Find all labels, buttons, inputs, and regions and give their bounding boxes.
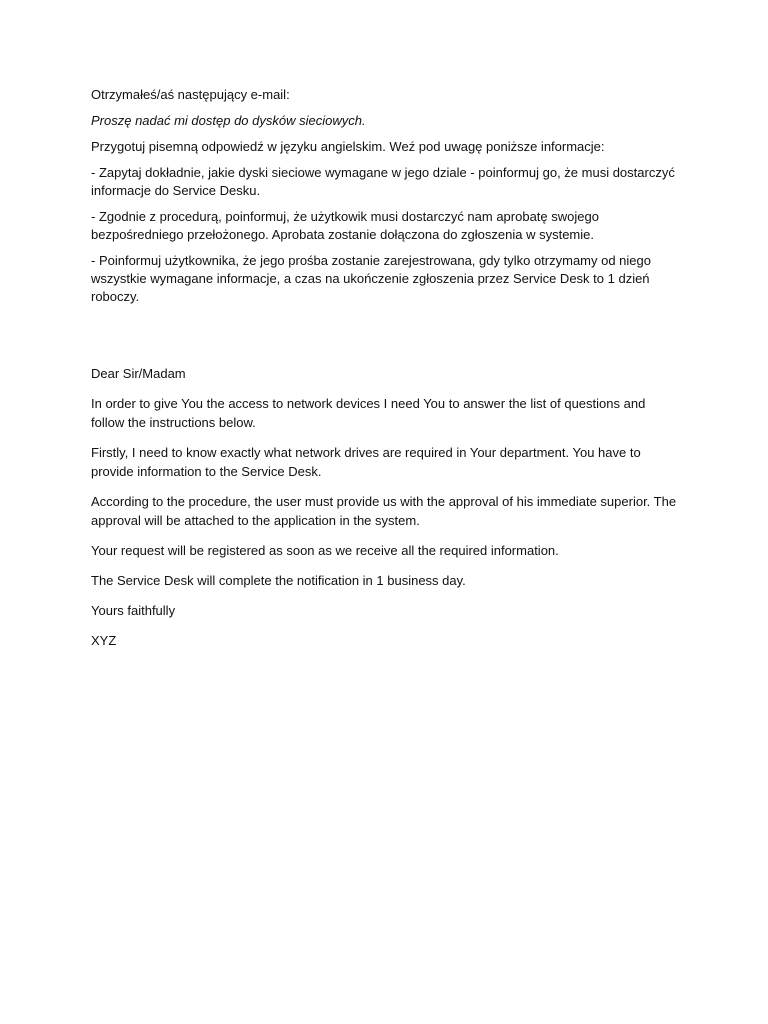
reply-section	[91, 364, 681, 650]
reply-paragraph-4: Your request will be registered as soon as we receive all the required information.	[91, 543, 559, 558]
task-instruction: Przygotuj pisemną odpowiedź w języku angielskim. Weź pod uwagę poniższe informacje:	[91, 139, 605, 154]
reply-paragraph-2: Firstly, I need to know exactly what network drives are required in Your department. You have to provide information to the Service Desk.	[91, 445, 641, 479]
task-section	[91, 86, 681, 306]
reply-paragraph-3: According to the procedure, the user must provide us with the approval of his immediate superior. The approval will be attached to the application in the system.	[91, 494, 677, 528]
reply-paragraph-5: The Service Desk will complete the notification in 1 business day.	[91, 573, 466, 588]
reply-closing: Yours faithfully	[91, 603, 176, 618]
email-quote: Proszę nadać mi dostęp do dysków sieciowych.	[91, 113, 366, 128]
task-point-1: - Zapytaj dokładnie, jakie dyski sieciowe wymagane w jego dziale - poinformuj go, że musi dostarczyć informacje do Service Desku.	[91, 165, 675, 198]
document-body	[91, 86, 681, 661]
task-point-3: - Poinformuj użytkownika, że jego prośba zostanie zarejestrowana, gdy tylko otrzymamy od niego wszystkie wymagane informacje, a czas na ukończenie zgłoszenia przez Service Desk to 1 dzień roboczy.	[91, 253, 651, 304]
reply-signature: XYZ	[91, 633, 117, 648]
task-point-2: - Zgodnie z procedurą, poinformuj, że użytkowik musi dostarczyć nam aprobatę swojego bezpośredniego przełożonego. Aprobata zostanie dołączona do zgłoszenia w systemie.	[91, 209, 599, 242]
task-intro: Otrzymałeś/aś następujący e-mail:	[91, 87, 290, 102]
reply-paragraph-1: In order to give You the access to network devices I need You to answer the list of questions and follow the instructions below.	[91, 396, 646, 430]
reply-greeting: Dear Sir/Madam	[91, 366, 186, 381]
section-gap	[91, 314, 681, 364]
